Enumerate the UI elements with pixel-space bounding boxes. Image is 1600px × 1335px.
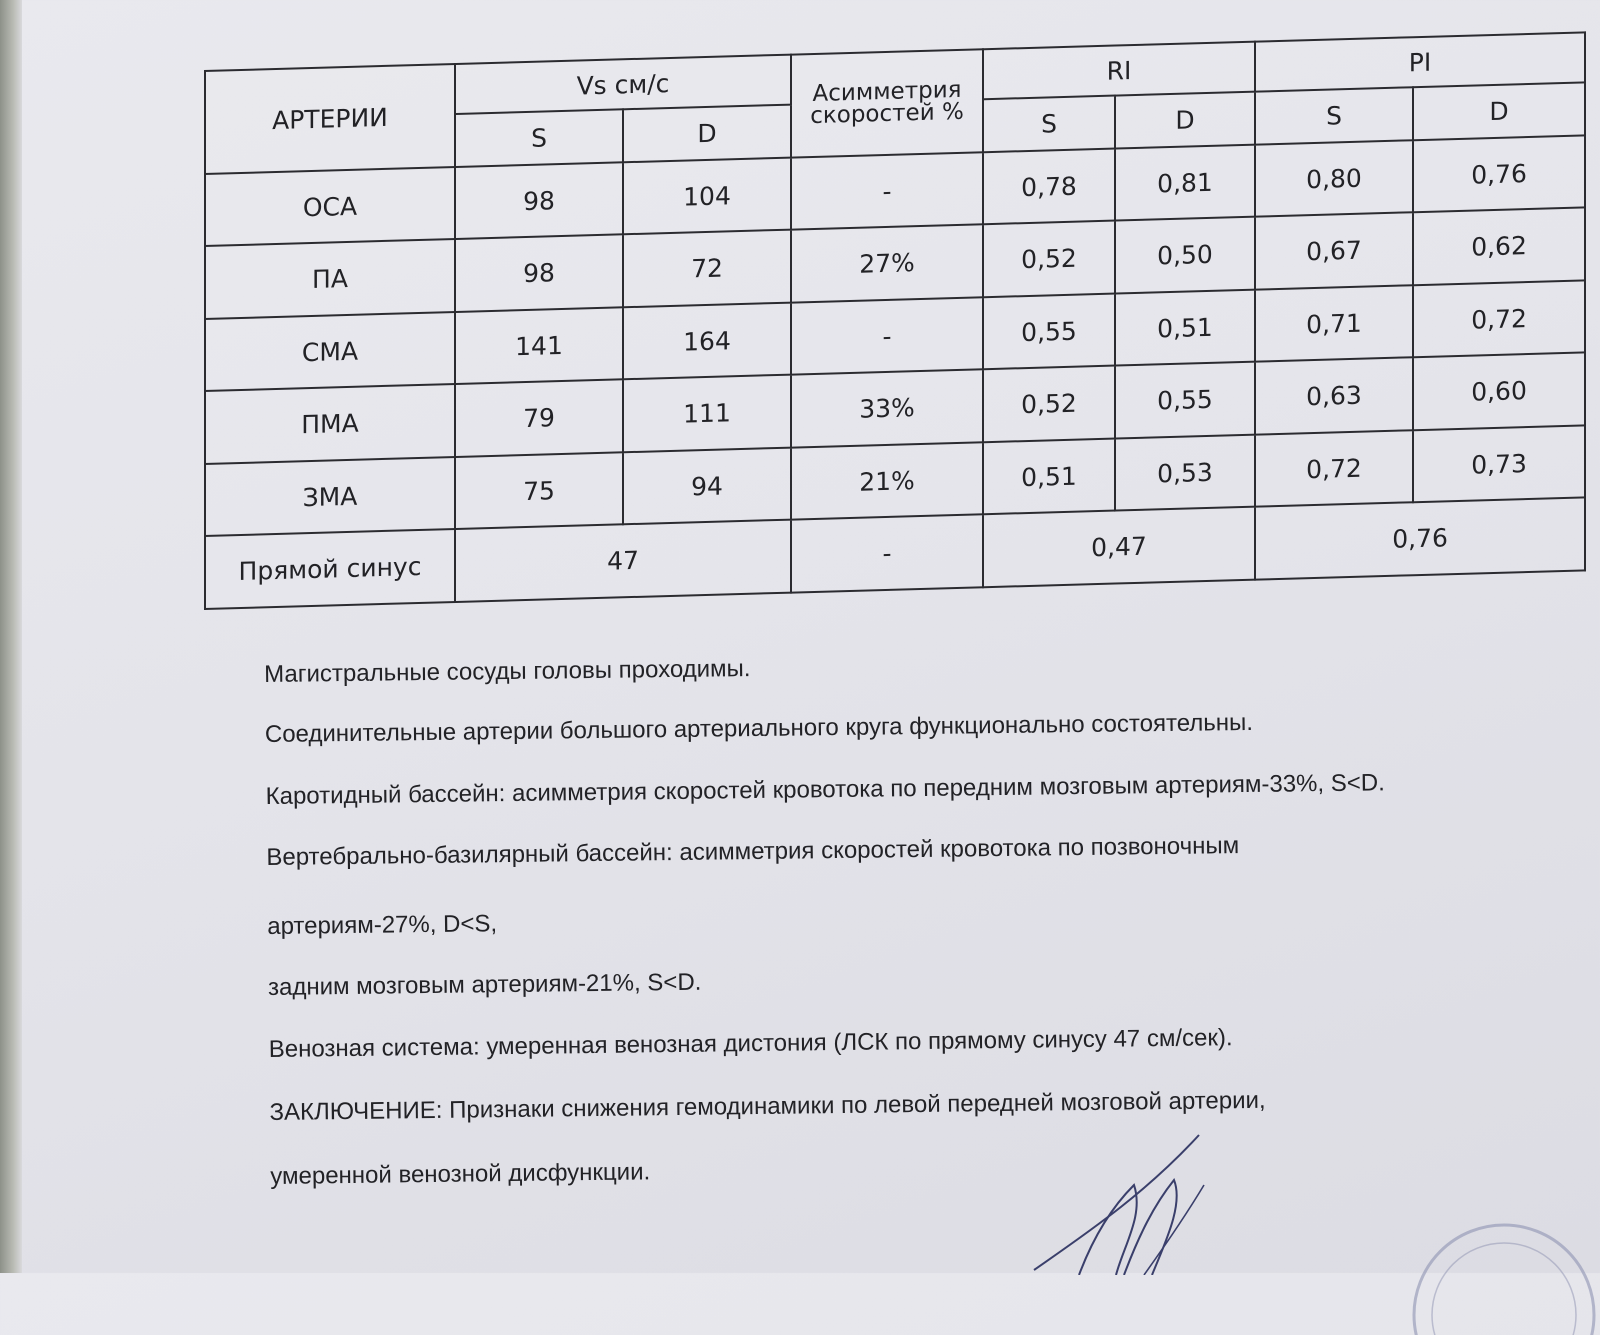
- report-line: Вертебрально-базилярный бассейн: асимметрия скоростей кровотока по позвоночным: [266, 832, 1240, 871]
- subheader-pi-d: D: [1413, 83, 1585, 140]
- header-asymmetry-line1: Асимметрия: [812, 77, 962, 108]
- cell-vs-d: 94: [623, 447, 791, 524]
- cell-vs-s: 98: [455, 235, 623, 312]
- cell-pi-s: 0,63: [1255, 358, 1413, 435]
- subheader-vs-s: S: [455, 110, 623, 167]
- cell-artery: ОСА: [205, 167, 455, 247]
- cell-vs-s: 98: [455, 162, 623, 239]
- report-conclusion: ЗАКЛЮЧЕНИЕ: Признаки снижения гемодинамики по левой передней мозговой артерии,: [269, 1086, 1266, 1126]
- cell-vs-d: 111: [623, 375, 791, 452]
- cell-ri-s: 0,52: [983, 221, 1115, 297]
- cell-ri-s: 0,55: [983, 293, 1115, 369]
- cell-pi-d: 0,72: [1413, 280, 1585, 357]
- header-artery: АРТЕРИИ: [205, 64, 455, 174]
- cell-asymmetry: -: [791, 152, 983, 230]
- cell-pi-s: 0,72: [1255, 430, 1413, 507]
- document-page: [24, 0, 1600, 1273]
- cell-vs-d: 164: [623, 302, 791, 379]
- cell-asymmetry: 21%: [791, 442, 983, 520]
- cell-artery: ПА: [205, 239, 455, 319]
- header-asymmetry-line2: скоростей %: [810, 99, 964, 130]
- report-line: Венозная система: умеренная венозная дистония (ЛСК по прямому синусу 47 см/сек).: [268, 1024, 1233, 1063]
- cell-vs-d: 104: [623, 157, 791, 234]
- header-pi: PI: [1255, 32, 1585, 92]
- report-line: Соединительные артерии большого артериального круга функционально состоятельны.: [264, 708, 1254, 748]
- subheader-ri-d: D: [1115, 92, 1255, 148]
- report-line: Каротидный бассейн: асимметрия скоростей кровотока по передним мозговым артериям-33%, S<D.: [265, 769, 1385, 810]
- cell-sinus-label: Прямой синус: [205, 529, 455, 609]
- cell-sinus-vs: 47: [455, 520, 791, 602]
- cell-ri-s: 0,51: [983, 438, 1115, 514]
- cell-artery: ЗМА: [205, 457, 455, 537]
- cell-asymmetry: -: [791, 297, 983, 375]
- cell-sinus-ri: 0,47: [983, 507, 1255, 587]
- cell-pi-d: 0,60: [1413, 353, 1585, 430]
- cell-vs-s: 141: [455, 307, 623, 384]
- cell-pi-s: 0,80: [1255, 140, 1413, 217]
- report-line: артериям-27%, D<S,: [267, 910, 498, 940]
- cell-ri-d: 0,50: [1115, 217, 1255, 293]
- cell-ri-s: 0,78: [983, 148, 1115, 224]
- cell-sinus-pi: 0,76: [1255, 498, 1585, 580]
- cell-ri-s: 0,52: [983, 366, 1115, 442]
- measurements-table: [204, 31, 1586, 610]
- report-line: умеренной венозной дисфункции.: [270, 1158, 651, 1190]
- cell-sinus-asymmetry: -: [791, 515, 983, 593]
- header-ri: RI: [983, 42, 1255, 100]
- cell-pi-d: 0,73: [1413, 425, 1585, 502]
- report-line: Магистральные сосуды головы проходимы.: [264, 655, 751, 688]
- subheader-pi-s: S: [1255, 88, 1413, 145]
- cell-vs-s: 79: [455, 380, 623, 457]
- cell-pi-d: 0,62: [1413, 208, 1585, 285]
- cell-ri-d: 0,51: [1115, 289, 1255, 365]
- stamp-seal: [1404, 1215, 1600, 1335]
- cell-pi-s: 0,67: [1255, 212, 1413, 289]
- cell-asymmetry: 27%: [791, 225, 983, 303]
- cell-vs-d: 72: [623, 230, 791, 307]
- cell-ri-d: 0,81: [1115, 144, 1255, 220]
- signature-scribble: [1024, 1125, 1244, 1275]
- cell-asymmetry: 33%: [791, 370, 983, 448]
- cell-ri-d: 0,55: [1115, 362, 1255, 438]
- header-asymmetry: [791, 49, 983, 157]
- cell-ri-d: 0,53: [1115, 435, 1255, 511]
- subheader-ri-s: S: [983, 96, 1115, 152]
- cell-pi-d: 0,76: [1413, 135, 1585, 212]
- cell-artery: СМА: [205, 312, 455, 392]
- cell-artery: ПМА: [205, 384, 455, 464]
- page-edge-shadow: [0, 0, 22, 1273]
- report-line: задним мозговым артериям-21%, S<D.: [267, 968, 702, 1001]
- header-vs: Vs см/с: [455, 55, 791, 115]
- subheader-vs-d: D: [623, 105, 791, 162]
- report-text: [264, 644, 1584, 1190]
- cell-pi-s: 0,71: [1255, 285, 1413, 362]
- cell-vs-s: 75: [455, 452, 623, 529]
